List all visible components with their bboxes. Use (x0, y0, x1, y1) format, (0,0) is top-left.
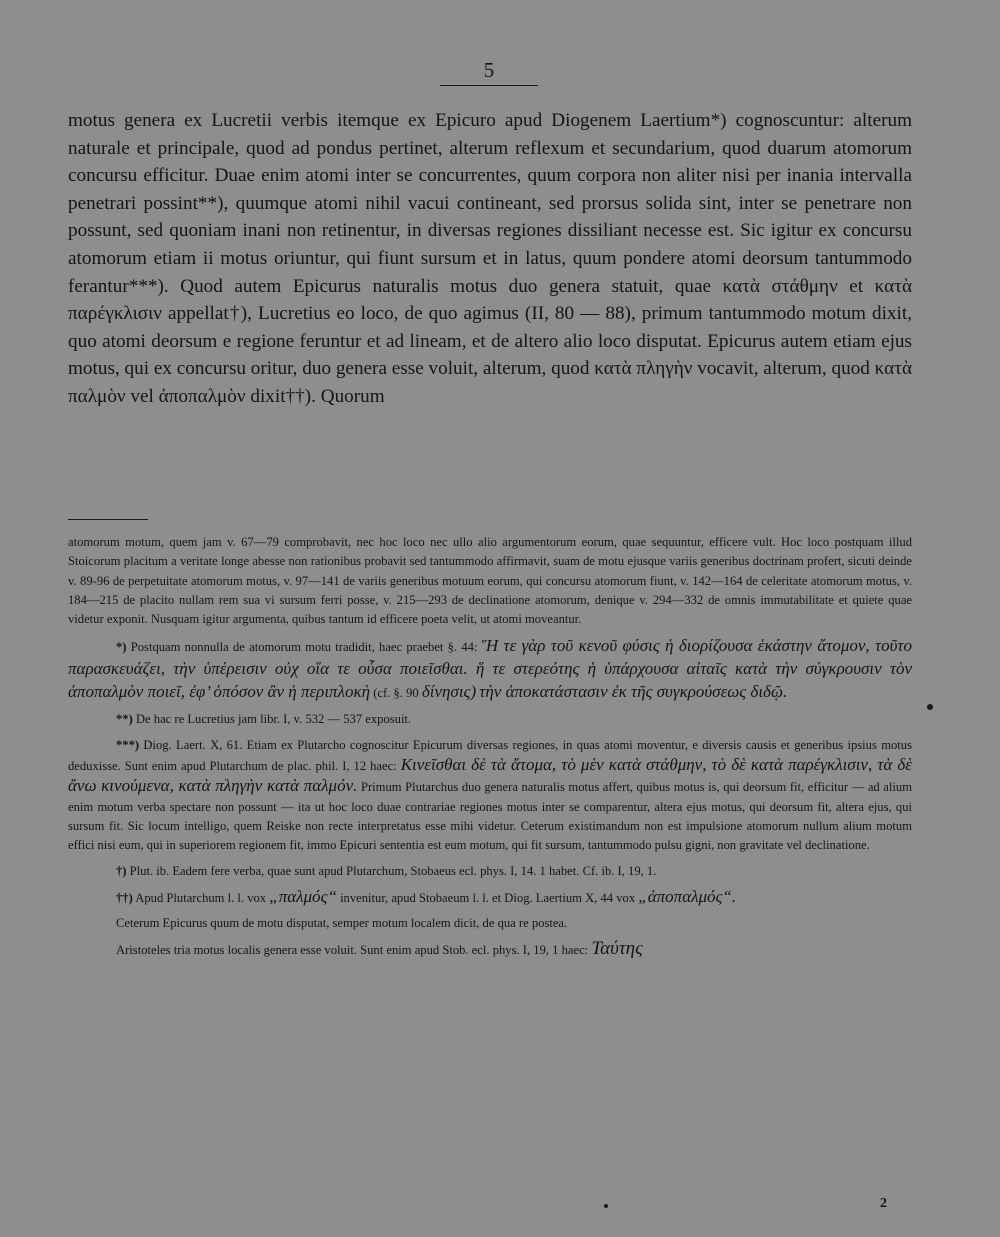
greek-quote: τὴν ἀποκατάστασιν ἐκ τῆς συγκρούσεως διδῷ. (479, 682, 788, 702)
footnote-mark: ***) (116, 737, 140, 752)
greek-quote: Κινεῖσθαι δὲ τὰ ἄτομα, τὸ μὲν κατὰ στάθμην, τὸ δὲ κατὰ παρέγκλισιν, τὰ δὲ ἄνω κινούμενα, κατὰ πληγὴν κατὰ παλμόν. (68, 755, 912, 796)
footnote-text: Postquam nonnulla de atomorum motu tradidit, haec praebet §. 44: (130, 640, 478, 655)
footnote-text: Primum Plutarchus duo genera naturalis motus affert, quibus motus is, qui deorsum fit, efficitur — ad alium enim motum verba spectare non possunt — ita ut hoc loco duae contrariae regiones motus inter se comparentur, altera ejus motus, qui deorsum fit, altera ejus, qui sursum fit. Sic locum intelligo, quem Reiske non recte interpretatus esse mihi videtur. Ceterum existimandum non est impulsione atomorum nullum alium motum effici nisi eum, qui in superiorem regionem fit, immo Epicuri sententia est eum motum, qui fit sursum, tantummodo pulsu gigni, non gravitate vel declinatione. (68, 780, 912, 853)
footnote-5 (68, 887, 912, 908)
footnote-4 (68, 862, 912, 881)
footnote-text: Diog. Laert. X, 61. Etiam ex Plutarcho cognoscitur Epicurum diversas regiones, in quas atomi moventur, e diversis causis et generibus ipsius motus deduxisse. Sunt enim apud Plutarchum de plac. phil. I, 12 haec: (68, 737, 912, 774)
main-paragraph: motus genera ex Lucretii verbis itemque ex Epicuro apud Diogenem Laertium*) cognoscuntur: alterum naturale et principale, quod ad pondus pertinet, alterum reflexum et secundarium, quod duarum atomorum concursu efficitur. Duae enim atomi inter se concurrentes, quum corpora non aliter nisi per inania intervalla penetrari possint**), quumque atomi nihil vacui contineant, sed prorsus solida sint, inter se penetrare non possunt, sed quoniam inani non retinentur, in diversas regiones dissiliant necesse est. Sic igitur ex concursu atomorum etiam ii motus oriuntur, qui fiunt sursum et in latus, quum pondere atomi deorsum tantummodo ferantur***). Quod autem Epicurus naturalis motus duo genera statuit, quae κατὰ στάθμην et κατὰ παρέγκλισιν appellat†), Lucretius eo loco, de quo agimus (II, 80 — 88), primum tantummodo motum dixit, quo atomi deorsum e regione feruntur et ad lineam, et de altero alio loco disputat. Epicurus autem etiam ejus motus, qui ex concursu oritur, duo genera esse voluit, alterum, quod κατὰ πληγὴν vocavit, alterum, quod κατὰ παλμὸν vel ἀποπαλμὸν dixit††). Quorum (68, 110, 912, 407)
greek-word: „ἀποπαλμός“. (638, 886, 737, 906)
footnote-mark: *) (116, 640, 127, 655)
greek-word: „παλμός“ (269, 886, 337, 906)
footnote-text: Apud Plutarchum l. l. vox (135, 890, 267, 905)
footnote-text: De hac re Lucretius jam libr. I, v. 532 — 537 exposuit. (135, 712, 412, 727)
footnote-mark: ††) (116, 890, 133, 905)
ink-speck (927, 704, 933, 710)
greek-word: Ταύτης (591, 938, 643, 960)
footnote-text: Plut. ib. Eadem fere verba, quae sunt apud Plutarchum, Stobaeus ecl. phys. I, 14. 1 habet. Cf. ib. I, 19, 1. (129, 863, 657, 878)
greek-quote: Ἥ τε γὰρ τοῦ κενοῦ φύσις ἡ διορίζουσα ἑκάστην ἄτομον, τοῦτο παρασκευάζει, τὴν ὑπέρεισιν οὐχ οἵα τε οὖσα ποιεῖσθαι. ἥ τε στερεότης ἡ ὑπάρχουσα αἰταῖς κατὰ τὴν σύγκρουσιν τὸν ἀποπαλμὸν ποιεῖ, ἐφ’ ὁπόσον ἂν ἡ περιπλοκὴ (68, 636, 912, 702)
footnote-2 (68, 710, 912, 729)
footnote-mark: †) (116, 863, 127, 878)
footnote-text: Aristoteles tria motus localis genera esse voluit. Sunt enim apud Stob. ecl. phys. I, 19, 1 haec: (116, 943, 589, 958)
main-text (68, 107, 912, 411)
footnotes (68, 533, 912, 961)
footnote-paragraph: Ceterum Epicurus quum de motu disputat, semper motum localem dicit, de qua re postea. (116, 916, 568, 931)
cross-reference: (cf. §. 90 (373, 686, 419, 701)
footnote-mark: **) (116, 712, 133, 727)
footnote-divider (68, 519, 148, 520)
page-number: 5 (440, 58, 538, 86)
footnote-1 (68, 635, 912, 704)
footnote-paragraph (68, 939, 912, 960)
ink-speck (604, 1204, 608, 1208)
printer-signature: 2 (880, 1196, 887, 1211)
footnote-text: invenitur, apud Stobaeum l. l. et Diog. Laertium X, 44 vox (340, 890, 636, 905)
greek-quote: δίνησις) (421, 682, 477, 702)
footnote-3 (68, 736, 912, 856)
continued-note: atomorum motum, quem jam v. 67—79 comprobavit, nec hoc loco nec ullo alio argumentorum eorum, quae sequuntur, efficere vult. Hoc loco postquam illud Stoicorum placitum a veritate longe abesse non rationibus probavit sed tantummodo affirmavit, suam de motu ejusque variis generibus doctrinam profert, sicuti deinde v. 89-96 de perpetuitate atomorum motus, v. 97—141 de variis generibus motuum eorum, qui concursu atomorum fiunt, v. 142—164 de celeritate atomorum motus, v. 184—215 de placito nullam rem sua vi sursum ferri posse, v. 215—293 de declinatione atomorum, denique v. 294—332 de omnis immutabilitate et quiete quae videtur exponit. Nusquam igitur argumenta, quibus tantum id efficere poeta velit, ut atomi moveantur. (68, 535, 912, 627)
